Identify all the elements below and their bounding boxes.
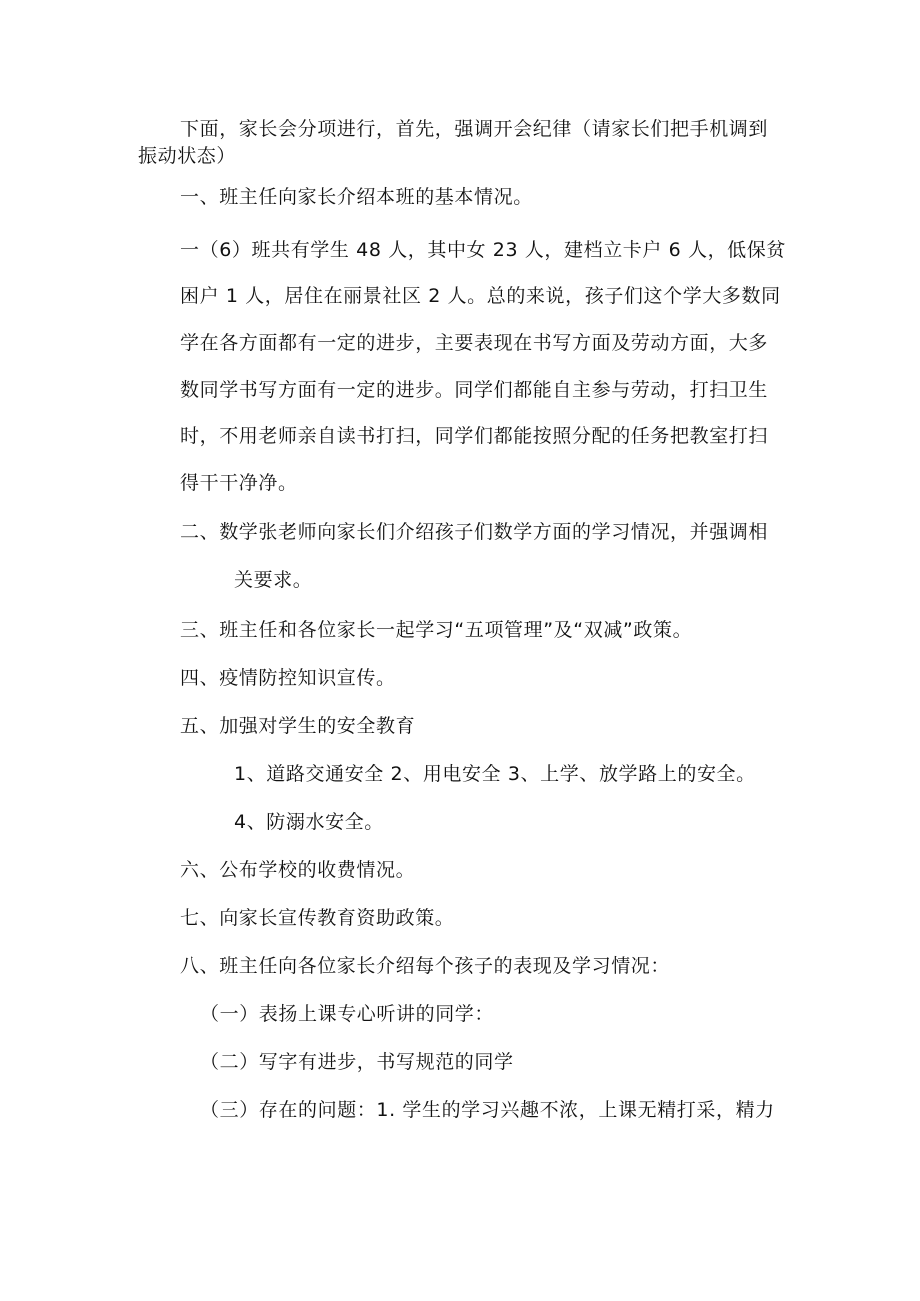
item-8-sub-2: （二）写字有进步，书写规范的同学 xyxy=(200,1051,514,1073)
item-2-line-2: 关要求。 xyxy=(234,569,313,591)
item-5-sub-2: 4、防溺水安全。 xyxy=(234,811,384,833)
item-1-body-line: 困户 1 人，居住在丽景社区 2 人。总的来说，孩子们这个学大多数同 xyxy=(180,285,781,307)
item-5-sub-1: 1、道路交通安全 2、用电安全 3、上学、放学路上的安全。 xyxy=(234,763,756,785)
item-6: 六、公布学校的收费情况。 xyxy=(180,859,416,881)
item-3: 三、班主任和各位家长一起学习“五项管理”及“双减”政策。 xyxy=(180,619,693,641)
item-7: 七、向家长宣传教育资助政策。 xyxy=(180,907,455,929)
item-8-title: 八、班主任向各位家长介绍每个孩子的表现及学习情况： xyxy=(180,955,671,977)
item-8-sub-3: （三）存在的问题：1. 学生的学习兴趣不浓，上课无精打采，精力 xyxy=(200,1099,775,1121)
item-1-body-line: 一（6）班共有学生 48 人，其中女 23 人，建档立卡户 6 人，低保贫 xyxy=(180,239,786,261)
item-4: 四、疫情防控知识宣传。 xyxy=(180,667,396,689)
item-1-body-line: 时，不用老师亲自读书打扫，同学们都能按照分配的任务把教室打扫 xyxy=(180,425,769,447)
item-2-line-1: 二、数学张老师向家长们介绍孩子们数学方面的学习情况，并强调相 xyxy=(180,521,769,543)
item-1-body-line: 学在各方面都有一定的进步，主要表现在书写方面及劳动方面，大多 xyxy=(180,332,769,354)
item-1-title: 一、班主任向家长介绍本班的基本情况。 xyxy=(180,186,533,208)
item-1-body-line: 数同学书写方面有一定的进步。同学们都能自主参与劳动，打扫卫生 xyxy=(180,379,769,401)
item-8-sub-1: （一）表扬上课专心听讲的同学： xyxy=(200,1003,495,1025)
intro-line-2: 振动状态） xyxy=(138,145,237,167)
item-1-body-line: 得干干净净。 xyxy=(180,472,298,494)
intro-line-1: 下面，家长会分项进行，首先，强调开会纪律（请家长们把手机调到 xyxy=(180,118,769,140)
item-5-title: 五、加强对学生的安全教育 xyxy=(180,715,416,737)
